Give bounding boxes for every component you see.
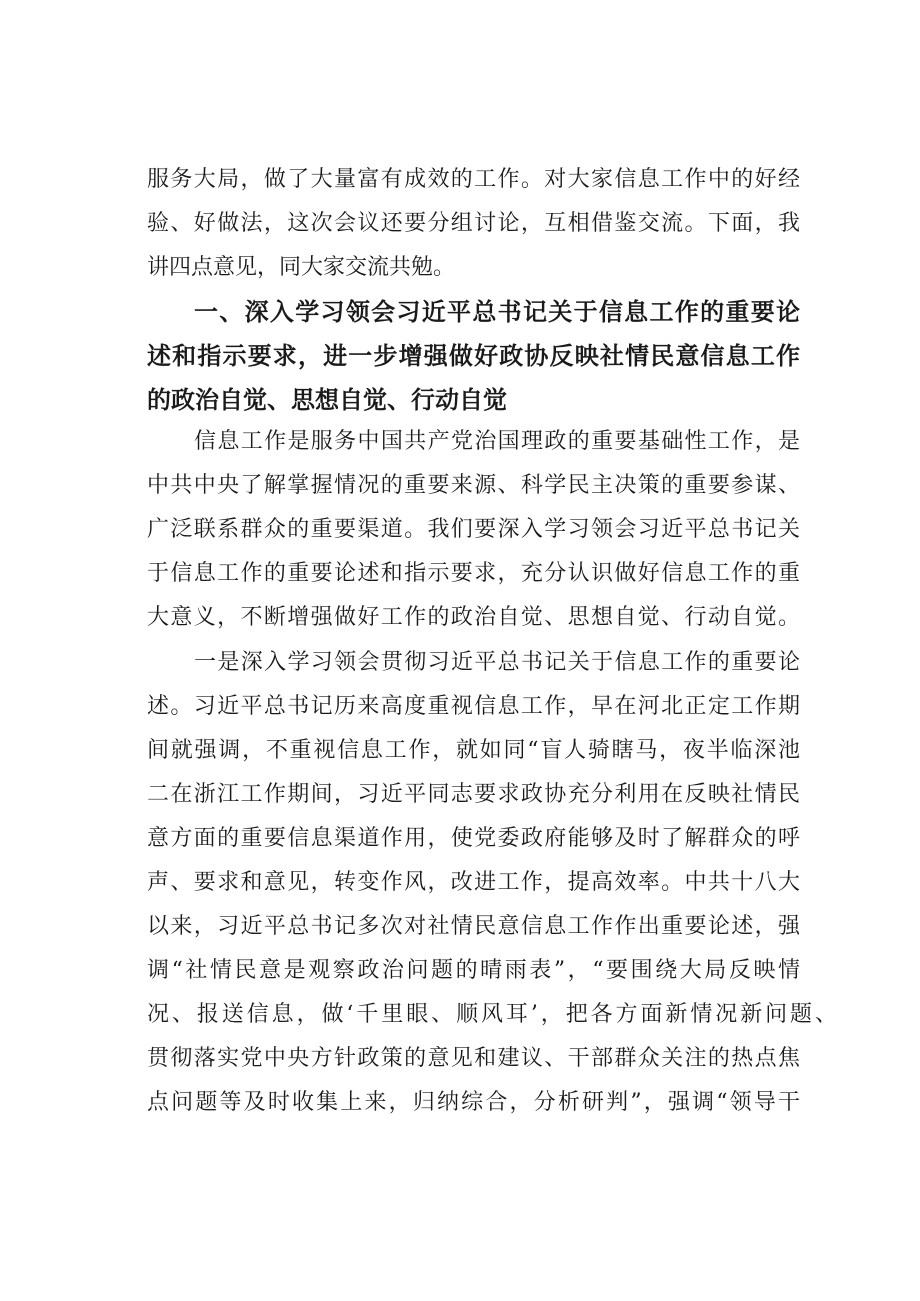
p1-line-2: 中共中央了解掌握情况的重要来源、科学民主决策的重要参谋、	[147, 473, 800, 498]
p1-line-4: 于信息工作的重要论述和指示要求，充分认识做好信息工作的重	[147, 561, 800, 586]
p2-line-8: 调“社情民意是观察政治问题的晴雨表”，“要围绕大局反映情	[147, 958, 800, 983]
intro-line-2: 验、好做法，这次会议还要分组讨论，互相借鉴交流。下面，我	[147, 211, 800, 236]
p2-line-2: 述。习近平总书记历来高度重视信息工作，早在河北正定工作期	[147, 694, 800, 719]
p1-line-5: 大意义，不断增强做好工作的政治自觉、思想自觉、行动自觉。	[147, 605, 800, 630]
p2-line-5: 意方面的重要信息渠道作用，使党委政府能够及时了解群众的呼	[147, 826, 800, 851]
p1-line-1: 信息工作是服务中国共产党治国理政的重要基础性工作，是	[194, 429, 800, 454]
p2-line-7: 以来，习近平总书记多次对社情民意信息工作作出重要论述，强	[147, 914, 800, 939]
section-heading-line-2: 述和指示要求，进一步增强做好政协反映社情民意信息工作	[147, 342, 800, 370]
p2-line-6: 声、要求和意见，转变作风，改进工作，提高效率。中共十八大	[147, 870, 800, 895]
p2-line-10: 贯彻落实党中央方针政策的意见和建议、干部群众关注的热点焦	[147, 1046, 800, 1071]
p1-line-3: 广泛联系群众的重要渠道。我们要深入学习领会习近平总书记关	[147, 517, 800, 542]
p2-line-4: 二在浙江工作期间，习近平同志要求政协充分利用在反映社情民	[147, 782, 800, 807]
section-heading-line-1: 一、深入学习领会习近平总书记关于信息工作的重要论	[194, 298, 800, 326]
section-heading-line-3: 的政治自觉、思想自觉、行动自觉	[147, 386, 507, 414]
intro-line-1: 服务大局，做了大量富有成效的工作。对大家信息工作中的好经	[147, 167, 800, 192]
p2-line-11: 点问题等及时收集上来，归纳综合，分析研判”，强调“领导干	[147, 1090, 800, 1115]
intro-line-3: 讲四点意见，同大家交流共勉。	[147, 255, 456, 280]
p2-line-1: 一是深入学习领会贯彻习近平总书记关于信息工作的重要论	[194, 650, 800, 675]
p2-line-9: 况、报送信息，做‘千里眼、顺风耳’，把各方面新情况新问题、	[147, 1002, 837, 1027]
p2-line-3: 间就强调，不重视信息工作，就如同“盲人骑瞎马，夜半临深池	[147, 738, 800, 763]
